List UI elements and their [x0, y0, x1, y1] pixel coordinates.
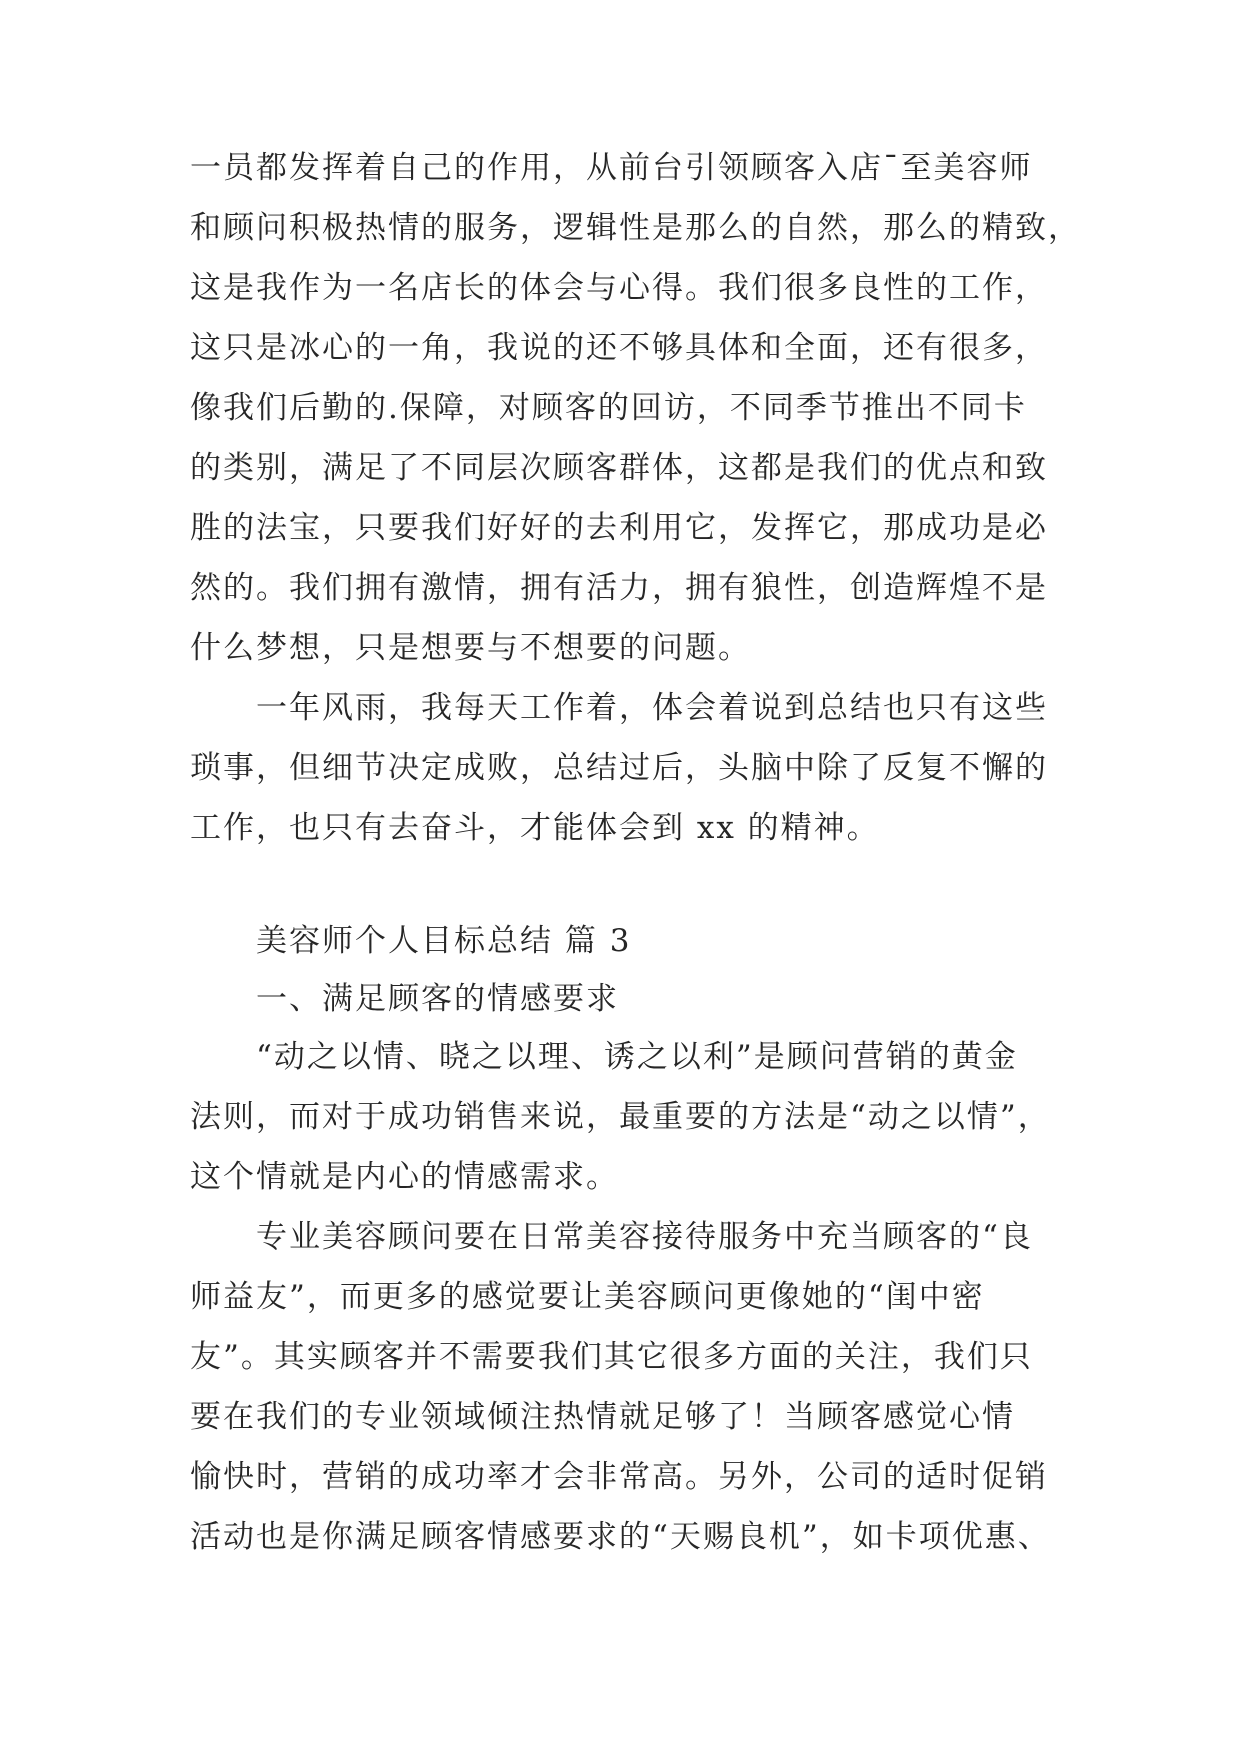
body-text-line: 友”。其实顾客并不需要我们其它很多方面的关注，我们只	[190, 1339, 1033, 1375]
body-text-line: 法则，而对于成功销售来说，最重要的方法是“动之以情”，	[190, 1099, 1051, 1135]
body-text-line: 什么梦想，只是想要与不想要的问题。	[190, 630, 751, 666]
body-text-line: 这只是冰心的一角，我说的还不够具体和全面，还有很多，	[190, 330, 1048, 366]
section-heading: 美容师个人目标总结 篇 3	[256, 923, 632, 959]
body-text-line: 工作，也只有去奋斗，才能体会到 xx 的精神。	[190, 810, 880, 846]
body-text-line: 然的。我们拥有激情，拥有活力，拥有狼性，创造辉煌不是	[190, 570, 1048, 606]
body-text-line: 活动也是你满足顾客情感要求的“天赐良机”，如卡项优惠、	[190, 1519, 1051, 1555]
body-text-line: 像我们后勤的.保障，对顾客的回访，不同季节推出不同卡	[190, 390, 1027, 426]
paragraph-start-line: 专业美容顾问要在日常美容接待服务中充当顾客的“良	[256, 1219, 1033, 1255]
body-text-line: 这是我作为一名店长的体会与心得。我们很多良性的工作，	[190, 270, 1048, 306]
body-text-line: 愉快时，营销的成功率才会非常高。另外，公司的适时促销	[190, 1459, 1048, 1495]
body-text-line: 一员都发挥着自己的作用，从前台引领顾客入店¯至美容师	[190, 150, 1033, 186]
subsection-heading: 一、满足顾客的情感要求	[256, 981, 619, 1017]
body-text-line: 和顾问积极热情的服务，逻辑性是那么的自然，那么的精致，	[190, 210, 1081, 246]
body-text-line: 胜的法宝，只要我们好好的去利用它，发挥它，那成功是必	[190, 510, 1048, 546]
paragraph-start-line: 一年风雨，我每天工作着，体会着说到总结也只有这些	[256, 690, 1048, 726]
paragraph-start-line: “动之以情、晓之以理、诱之以利”是顾问营销的黄金	[256, 1039, 1018, 1075]
body-text-line: 师益友”，而更多的感觉要让美容顾问更像她的“闺中密	[190, 1279, 985, 1315]
body-text-line: 这个情就是内心的情感需求。	[190, 1159, 619, 1195]
body-text-line: 要在我们的专业领域倾注热情就足够了！当顾客感觉心情	[190, 1399, 1015, 1435]
body-text-line: 的类别，满足了不同层次顾客群体，这都是我们的优点和致	[190, 450, 1048, 486]
body-text-line: 琐事，但细节决定成败，总结过后，头脑中除了反复不懈的	[190, 750, 1048, 786]
